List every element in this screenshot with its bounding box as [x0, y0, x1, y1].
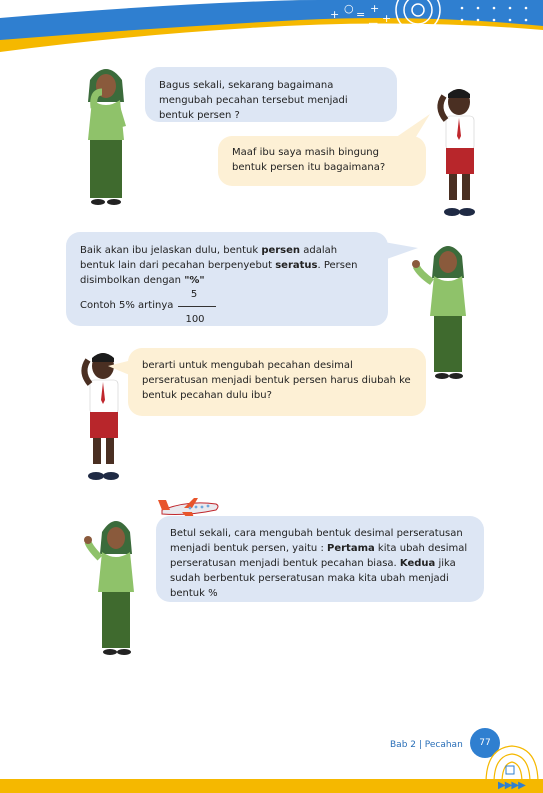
chapter-label: Bab 2 | Pecahan	[390, 740, 463, 750]
decor-symbol: ÷	[340, 22, 350, 35]
bold-term: Pertama	[327, 543, 375, 554]
footer-band	[0, 779, 543, 793]
speech-bubble-teacher-1	[145, 67, 397, 122]
speech-bubble-student-1	[218, 136, 426, 186]
decor-symbol: ○	[396, 24, 406, 37]
fraction-numerator: 5	[190, 289, 198, 300]
bubble-text: Maaf ibu saya masih bingung bentuk persen itu bagaimana?	[232, 147, 386, 173]
decor-symbol: □	[368, 20, 379, 33]
footer-decoration	[480, 738, 543, 783]
decor-symbol: +	[330, 8, 340, 21]
text-run: adalah bentuk lain dari pecahan berpenyebut	[80, 245, 338, 271]
decor-symbol: △	[354, 24, 363, 37]
speech-bubble-teacher-2	[66, 232, 388, 326]
text-run: . Persen disimbolkan dengan	[80, 260, 358, 286]
text-run: jika sudah berbentuk perseratusan maka kita ubah menjadi bentuk %	[170, 558, 456, 599]
bold-term: persen	[261, 245, 301, 256]
example-label: Contoh 5% artinya	[80, 300, 174, 311]
text-run: Baik akan ibu jelaskan dulu, bentuk	[80, 245, 262, 256]
decor-symbol: ○	[344, 2, 354, 15]
bubble-text: berarti untuk mengubah pecahan desimal perseratusan menjadi bentuk persen harus diubah ke bentuk pecahan dulu ibu?	[142, 360, 411, 401]
bold-term: "%"	[184, 275, 205, 286]
fraction-denominator: 100	[185, 314, 205, 325]
decor-symbol: +	[370, 2, 380, 15]
bubble-text: Bagus sekali, sekarang bagaimana mengubah pecahan tersebut menjadi bentuk persen ?	[159, 80, 348, 121]
explanation-text	[80, 243, 374, 288]
bold-term: seratus	[275, 260, 318, 271]
student-figure-thinking	[432, 84, 486, 222]
next-arrows-icon: ▶▶▶▶	[498, 780, 525, 791]
header-decoration	[0, 0, 543, 52]
speech-bubble-teacher-3	[156, 516, 484, 602]
bold-term: Kedua	[399, 558, 436, 569]
decor-symbol: +	[382, 12, 392, 25]
text-run: Betul sekali, cara mengubah bentuk desimal perseratusan menjadi bentuk persen, yaitu :	[170, 528, 463, 554]
answer-text	[170, 526, 470, 601]
speech-bubble-student-2	[128, 348, 426, 416]
text-run: kita ubah desimal perseratusan menjadi bentuk pecahan biasa.	[170, 543, 468, 569]
teacher-figure-waving-2	[84, 514, 148, 658]
decor-symbol: =	[356, 8, 366, 21]
teacher-figure-thinking	[78, 62, 134, 210]
bubble-tail	[392, 112, 432, 142]
page-number: 77	[470, 728, 500, 758]
fraction-bar	[178, 306, 216, 307]
